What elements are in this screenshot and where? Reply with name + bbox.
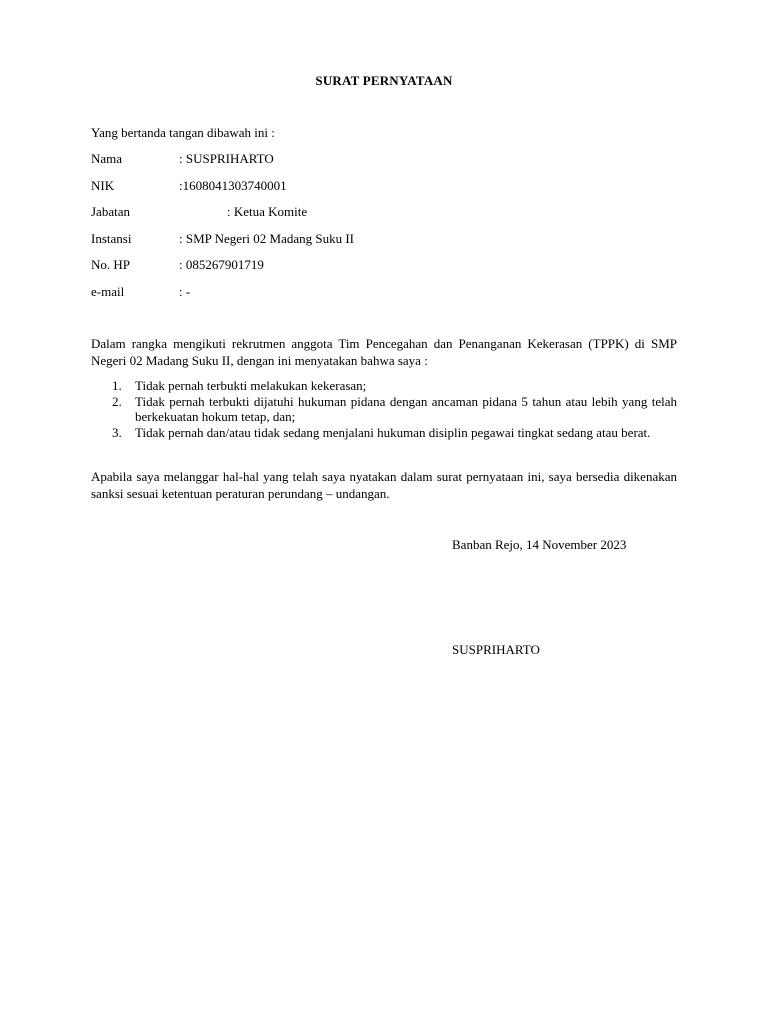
field-jabatan xyxy=(91,204,307,220)
field-instansi xyxy=(91,231,354,247)
list-text: Tidak pernah dan/atau tidak sedang menjalani hukuman disiplin pegawai tingkat sedang atau berat. xyxy=(135,424,651,440)
list-text: Tidak pernah terbukti melakukan kekerasan; xyxy=(135,378,367,393)
field-email xyxy=(91,284,190,300)
list-item xyxy=(91,394,677,425)
field-label: NIK xyxy=(91,178,115,193)
place-date: Banban Rejo, 14 November 2023 xyxy=(452,537,627,552)
list-text: Tidak pernah terbukti dijatuhi hukuman pidana dengan ancaman pidana 5 tahun atau lebih yang telah berkekuatan hokum tetap, dan; xyxy=(135,393,677,424)
field-label: Nama xyxy=(91,151,123,166)
list-number: 3. xyxy=(112,424,122,440)
list-number: 2. xyxy=(112,393,122,409)
closing-paragraph: Apabila saya melanggar hal-hal yang telah saya nyatakan dalam surat pernyataan ini, saya bersedia dikenakan sanksi sesuai ketentuan peraturan perundang – undangan. xyxy=(91,469,677,501)
field-nik xyxy=(91,178,287,194)
list-number: 1. xyxy=(112,378,122,393)
field-value: : 085267901719 xyxy=(179,257,264,272)
field-label: Jabatan xyxy=(91,204,130,219)
list-item xyxy=(91,378,677,394)
field-value: :1608041303740001 xyxy=(179,178,287,193)
intro-text: Yang bertanda tangan dibawah ini : xyxy=(91,125,275,140)
field-nama xyxy=(91,151,274,167)
field-no-hp xyxy=(91,257,264,273)
document-title: SURAT PERNYATAAN xyxy=(315,73,453,88)
list-item xyxy=(91,425,677,441)
statement-list xyxy=(91,378,677,440)
field-label: No. HP xyxy=(91,257,131,272)
field-value: : SMP Negeri 02 Madang Suku II xyxy=(179,231,355,246)
field-value: : - xyxy=(179,284,191,299)
field-label: Instansi xyxy=(91,231,132,246)
statement-paragraph: Dalam rangka mengikuti rekrutmen anggota Tim Pencegahan dan Penanganan Kekerasan (TPPK) di SMP Negeri 02 Madang Suku II, dengan ini menyatakan bahwa saya : xyxy=(91,336,677,368)
field-label: e-mail xyxy=(91,284,125,299)
field-value: : Ketua Komite xyxy=(227,204,308,219)
signer-name: SUSPRIHARTO xyxy=(452,642,540,657)
field-value: : SUSPRIHARTO xyxy=(179,151,274,166)
